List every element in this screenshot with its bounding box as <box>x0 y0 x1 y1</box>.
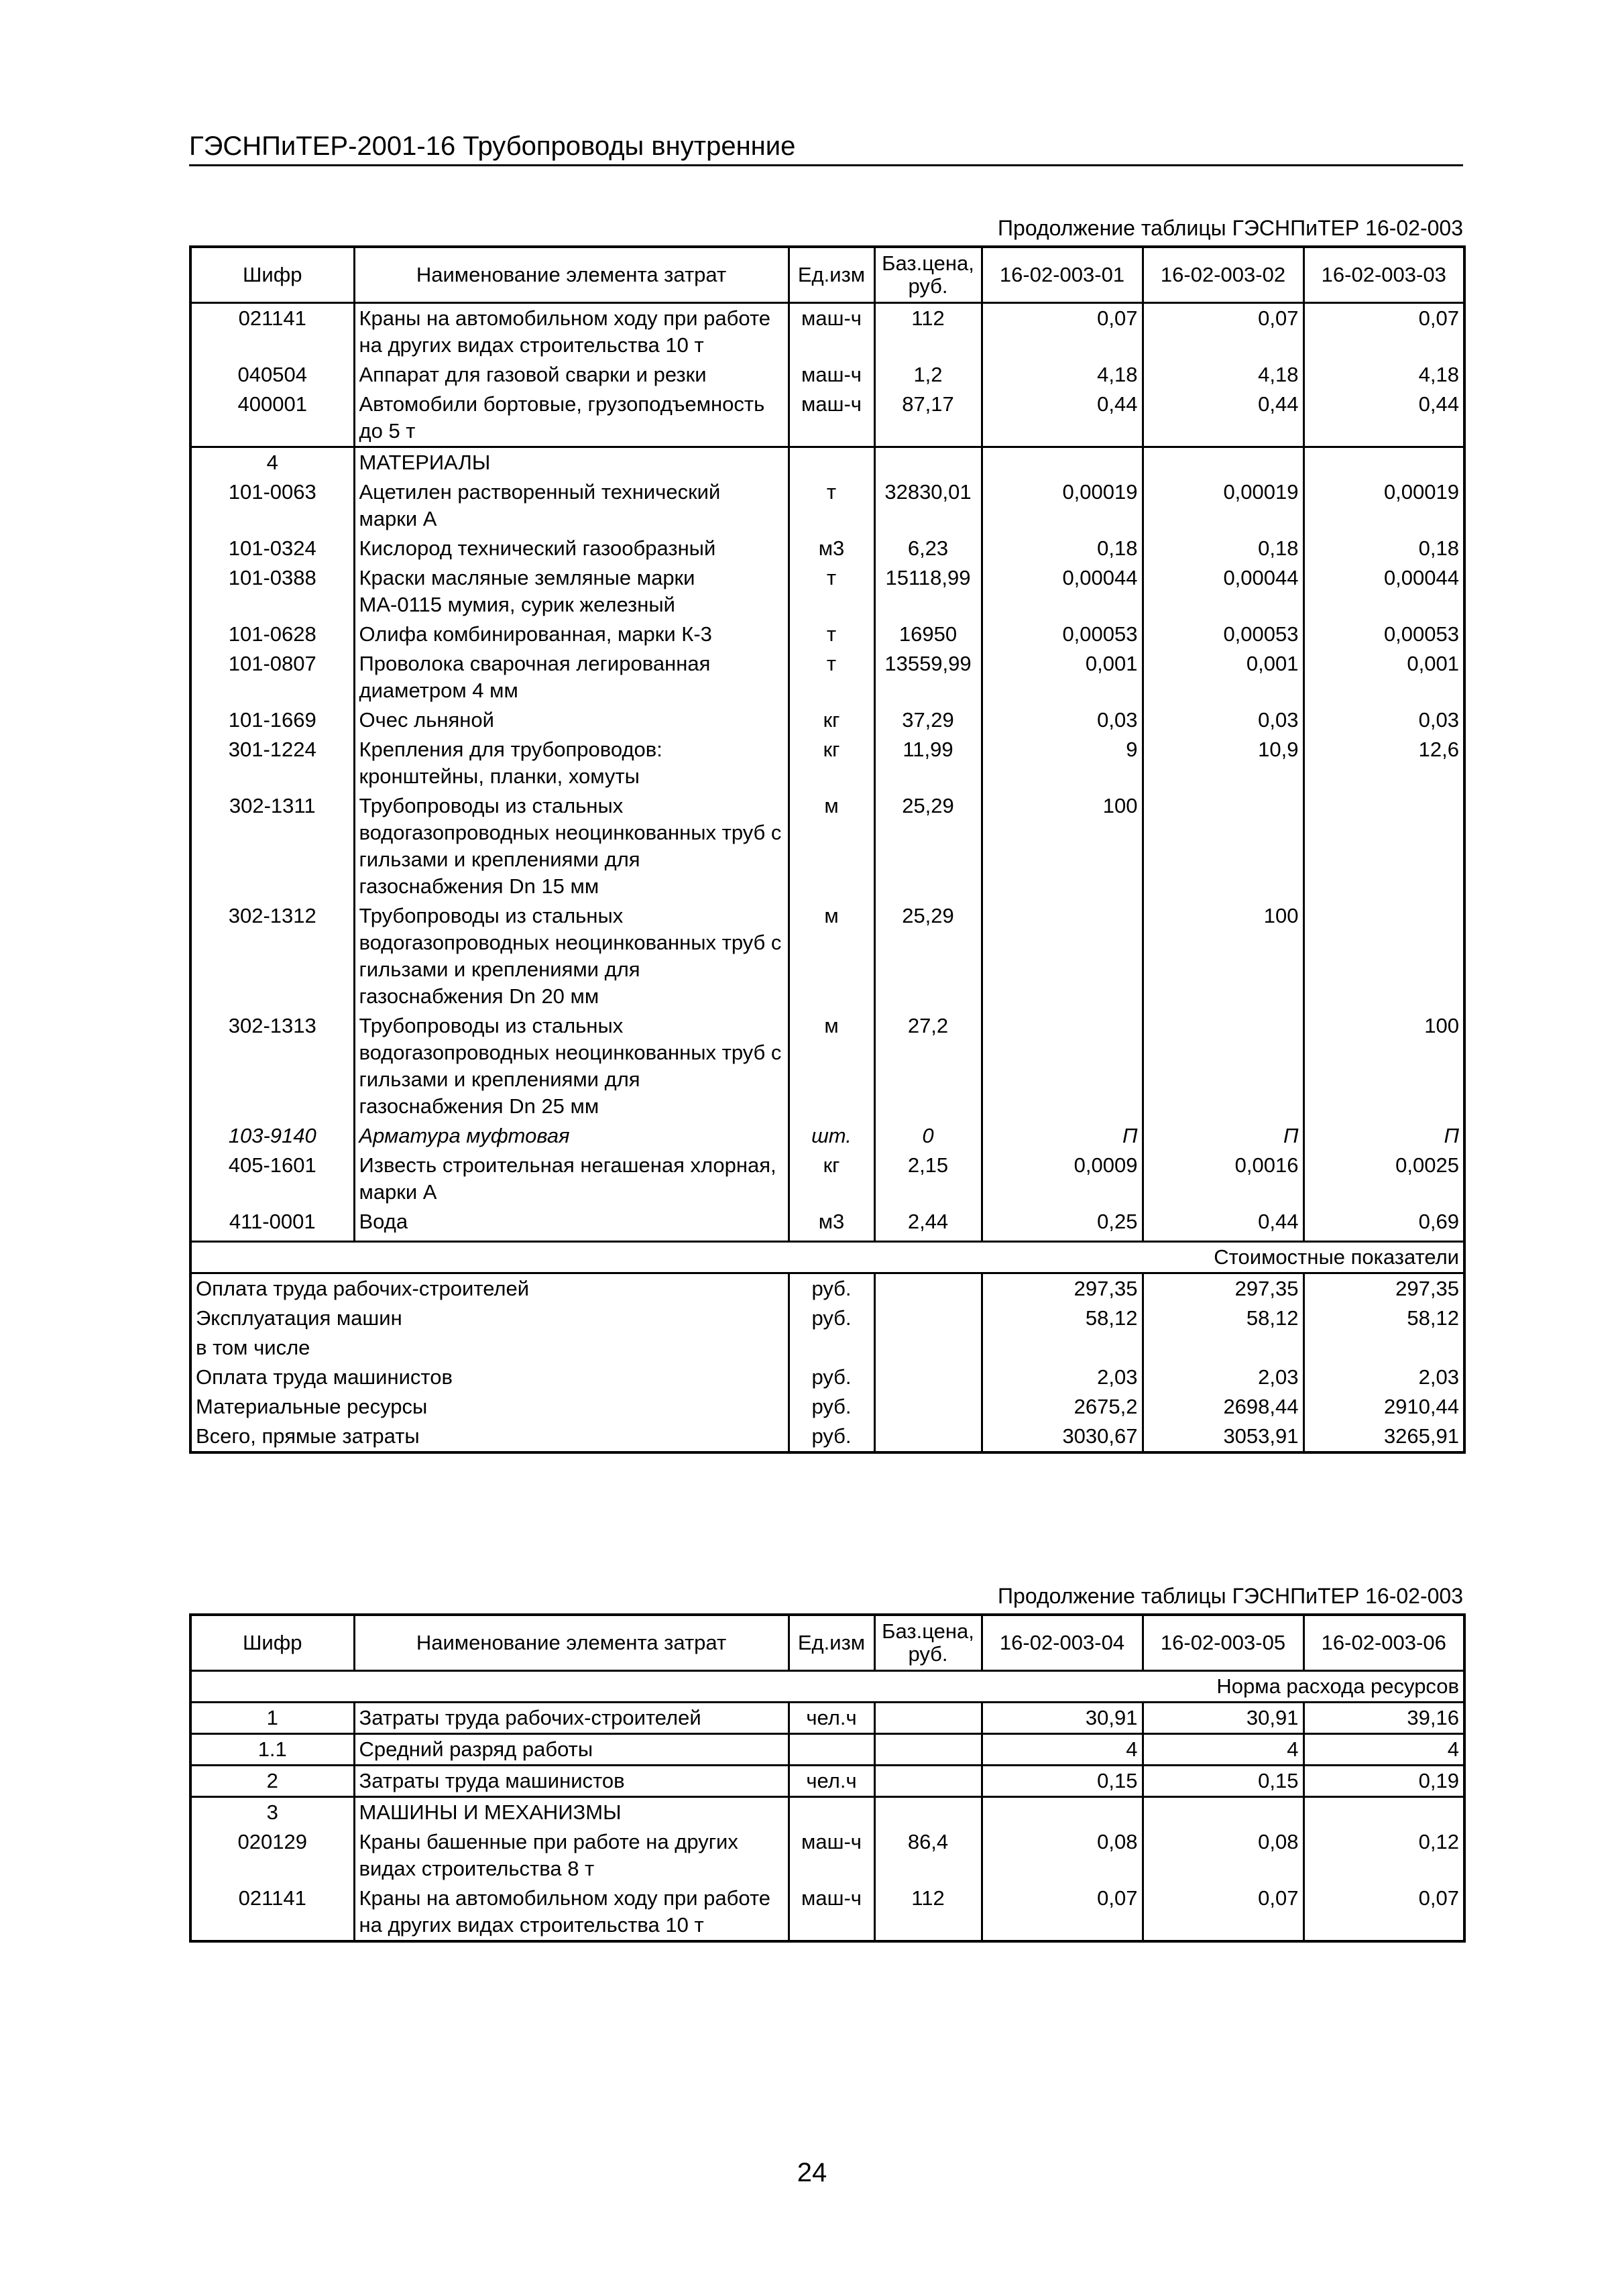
name-cell: Ацетилен растворенный технический марки А <box>354 477 789 534</box>
table-row <box>190 1011 1464 1121</box>
name-cell: Известь строительная негашеная хлорная, марки А <box>354 1151 789 1207</box>
name-cell: Автомобили бортовые, грузоподъемность до 5 т <box>354 390 789 447</box>
code-cell: 302-1313 <box>190 1011 354 1121</box>
empty-cell <box>789 1797 874 1828</box>
value-cell: 0,00019 <box>982 477 1143 534</box>
code-cell: 101-0807 <box>190 649 354 705</box>
value-cell <box>1143 1011 1303 1121</box>
price-cell <box>874 1766 982 1797</box>
price-cell <box>874 1273 982 1304</box>
value-cell: 0,0016 <box>1143 1151 1303 1207</box>
value-cell: 4,18 <box>1143 360 1303 390</box>
code-cell: 302-1312 <box>190 901 354 1011</box>
table-row <box>190 1207 1464 1237</box>
value-cell: 0,0009 <box>982 1151 1143 1207</box>
value-cell: 2,03 <box>982 1363 1143 1392</box>
unit-cell: т <box>789 477 874 534</box>
section-title: МАТЕРИАЛЫ <box>354 447 789 478</box>
cost-label: Материальные ресурсы <box>190 1392 789 1422</box>
value-cell: 0,07 <box>982 1884 1143 1941</box>
cost-row <box>190 1363 1464 1392</box>
value-cell: 2,03 <box>1303 1363 1464 1392</box>
unit-cell: т <box>789 620 874 649</box>
resource-table-2 <box>189 1613 1466 1943</box>
col-v1: 16-02-003-01 <box>982 247 1143 303</box>
value-cell: 3265,91 <box>1303 1422 1464 1452</box>
price-cell <box>874 1422 982 1452</box>
unit-cell: маш-ч <box>789 1884 874 1941</box>
unit-cell: кг <box>789 735 874 791</box>
value-cell: 58,12 <box>1303 1304 1464 1333</box>
value-cell: 0,03 <box>1303 705 1464 735</box>
name-cell: Крепления для трубопроводов: кронштейны, планки, хомуты <box>354 735 789 791</box>
value-cell: 0,00053 <box>1143 620 1303 649</box>
price-cell <box>874 1392 982 1422</box>
empty-cell <box>874 1797 982 1828</box>
value-cell <box>982 901 1143 1011</box>
value-cell: 4,18 <box>982 360 1143 390</box>
value-cell <box>982 1333 1143 1363</box>
value-cell: 0,0025 <box>1303 1151 1464 1207</box>
price-cell: 25,29 <box>874 791 982 901</box>
table-row <box>190 1827 1464 1884</box>
cost-label: Оплата труда рабочих-строителей <box>190 1273 789 1304</box>
price-cell: 1,2 <box>874 360 982 390</box>
name-cell: Очес льняной <box>354 705 789 735</box>
value-cell: 297,35 <box>1143 1273 1303 1304</box>
value-cell: 297,35 <box>1303 1273 1464 1304</box>
name-cell: Вода <box>354 1207 789 1237</box>
value-cell: 0,00019 <box>1303 477 1464 534</box>
value-cell: 0,25 <box>982 1207 1143 1237</box>
name-cell: Аппарат для газовой сварки и резки <box>354 360 789 390</box>
name-cell: Краны на автомобильном ходу при работе на других видах строительства 10 т <box>354 303 789 361</box>
code-cell: 101-1669 <box>190 705 354 735</box>
value-cell <box>1143 1333 1303 1363</box>
col-unit: Ед.изм <box>789 247 874 303</box>
value-cell: 0,44 <box>1143 390 1303 447</box>
code-cell: 040504 <box>190 360 354 390</box>
value-cell: 2,03 <box>1143 1363 1303 1392</box>
unit-cell <box>789 1734 874 1766</box>
empty-cell <box>789 1237 874 1242</box>
value-cell: 0,00044 <box>982 563 1143 620</box>
value-cell: 2910,44 <box>1303 1392 1464 1422</box>
value-cell: 0,69 <box>1303 1207 1464 1237</box>
code-cell: 021141 <box>190 303 354 361</box>
value-cell: 0,15 <box>1143 1766 1303 1797</box>
value-cell: 3053,91 <box>1143 1422 1303 1452</box>
table-row <box>190 477 1464 534</box>
value-cell: 9 <box>982 735 1143 791</box>
value-cell: 0,18 <box>1143 534 1303 563</box>
value-cell <box>1303 901 1464 1011</box>
value-cell: 4 <box>1143 1734 1303 1766</box>
price-cell <box>874 1304 982 1333</box>
name-cell: Средний разряд работы <box>354 1734 789 1766</box>
value-cell: 0,00044 <box>1303 563 1464 620</box>
col-code: Шифр <box>190 1615 354 1671</box>
resource-table-1 <box>189 245 1466 1454</box>
code-cell: 302-1311 <box>190 791 354 901</box>
value-cell: 30,91 <box>982 1703 1143 1734</box>
unit-cell: чел.ч <box>789 1703 874 1734</box>
code-cell: 101-0324 <box>190 534 354 563</box>
value-cell: 0,07 <box>1143 1884 1303 1941</box>
empty-cell <box>1143 1237 1303 1242</box>
value-cell: 0,12 <box>1303 1827 1464 1884</box>
value-cell: 0,07 <box>1303 1884 1464 1941</box>
price-cell: 11,99 <box>874 735 982 791</box>
unit-cell: м <box>789 901 874 1011</box>
unit-cell: маш-ч <box>789 1827 874 1884</box>
table-row <box>190 649 1464 705</box>
table-row <box>190 534 1464 563</box>
table-row <box>190 1121 1464 1151</box>
code-cell: 103-9140 <box>190 1121 354 1151</box>
price-cell: 0 <box>874 1121 982 1151</box>
col-v1: 16-02-003-04 <box>982 1615 1143 1671</box>
value-cell: 0,00053 <box>982 620 1143 649</box>
value-cell: 0,001 <box>1143 649 1303 705</box>
value-cell: 12,6 <box>1303 735 1464 791</box>
cost-label: в том числе <box>190 1333 789 1363</box>
unit-cell: руб. <box>789 1422 874 1452</box>
value-cell: П <box>1143 1121 1303 1151</box>
value-cell: 30,91 <box>1143 1703 1303 1734</box>
unit-cell: шт. <box>789 1121 874 1151</box>
value-cell: 0,44 <box>1303 390 1464 447</box>
unit-cell: м <box>789 791 874 901</box>
price-cell: 87,17 <box>874 390 982 447</box>
cost-row <box>190 1392 1464 1422</box>
value-cell: 0,18 <box>982 534 1143 563</box>
unit-cell: маш-ч <box>789 303 874 361</box>
code-cell: 020129 <box>190 1827 354 1884</box>
section-row <box>190 1797 1464 1828</box>
value-cell <box>982 1011 1143 1121</box>
cost-row <box>190 1333 1464 1363</box>
value-cell <box>1303 791 1464 901</box>
name-cell: Трубопроводы из стальных водогазопроводных неоцинкованных труб с гильзами и креплениями для газоснабжения Dn 25 мм <box>354 1011 789 1121</box>
empty-cell <box>982 1237 1143 1242</box>
value-cell: 4 <box>982 1734 1143 1766</box>
value-cell: 0,00044 <box>1143 563 1303 620</box>
value-cell: 0,19 <box>1303 1766 1464 1797</box>
table-row <box>190 563 1464 620</box>
table-row <box>190 705 1464 735</box>
table-row <box>190 1151 1464 1207</box>
table2-header-row <box>190 1615 1464 1671</box>
empty-cell <box>874 447 982 478</box>
section-row <box>190 447 1464 478</box>
col-v2: 16-02-003-05 <box>1143 1615 1303 1671</box>
value-cell: 0,001 <box>982 649 1143 705</box>
unit-cell: маш-ч <box>789 390 874 447</box>
col-name: Наименование элемента затрат <box>354 1615 789 1671</box>
value-cell: 100 <box>982 791 1143 901</box>
price-cell: 2,44 <box>874 1207 982 1237</box>
unit-cell: кг <box>789 705 874 735</box>
value-cell: 0,15 <box>982 1766 1143 1797</box>
unit-cell: т <box>789 563 874 620</box>
spacer-row <box>190 1237 1464 1242</box>
value-cell: П <box>982 1121 1143 1151</box>
unit-cell: руб. <box>789 1304 874 1333</box>
value-cell: 0,18 <box>1303 534 1464 563</box>
unit-cell: руб. <box>789 1273 874 1304</box>
value-cell: 0,07 <box>982 303 1143 361</box>
value-cell: 100 <box>1303 1011 1464 1121</box>
price-cell: 15118,99 <box>874 563 982 620</box>
price-cell <box>874 1734 982 1766</box>
code-cell: 1.1 <box>190 1734 354 1766</box>
code-cell: 301-1224 <box>190 735 354 791</box>
code-cell: 101-0063 <box>190 477 354 534</box>
name-cell: Олифа комбинированная, марки К-3 <box>354 620 789 649</box>
value-cell: 2698,44 <box>1143 1392 1303 1422</box>
value-cell <box>1303 1333 1464 1363</box>
price-cell: 112 <box>874 303 982 361</box>
empty-cell <box>1143 1797 1303 1828</box>
unit-cell: кг <box>789 1151 874 1207</box>
value-cell <box>1143 791 1303 901</box>
name-cell: Краски масляные земляные марки МА-0115 мумия, сурик железный <box>354 563 789 620</box>
name-cell: Трубопроводы из стальных водогазопроводных неоцинкованных труб с гильзами и креплениями для газоснабжения Dn 15 мм <box>354 791 789 901</box>
table2-caption: Продолжение таблицы ГЭСНПиТЕР 16-02-003 <box>998 1584 1463 1608</box>
col-code: Шифр <box>190 247 354 303</box>
col-price: Баз.цена, руб. <box>874 247 982 303</box>
table-row <box>190 1734 1464 1766</box>
code-cell: 405-1601 <box>190 1151 354 1207</box>
price-cell: 27,2 <box>874 1011 982 1121</box>
value-cell: 297,35 <box>982 1273 1143 1304</box>
empty-cell <box>1303 447 1464 478</box>
table-row <box>190 620 1464 649</box>
section-code: 4 <box>190 447 354 478</box>
unit-cell: т <box>789 649 874 705</box>
unit-cell: руб. <box>789 1363 874 1392</box>
page-number: 24 <box>797 2158 827 2187</box>
code-cell: 400001 <box>190 390 354 447</box>
norm-band <box>190 1671 1464 1703</box>
price-cell <box>874 1333 982 1363</box>
value-cell: 0,03 <box>982 705 1143 735</box>
code-cell: 1 <box>190 1703 354 1734</box>
code-cell: 101-0628 <box>190 620 354 649</box>
table-row <box>190 1884 1464 1941</box>
price-cell: 25,29 <box>874 901 982 1011</box>
col-price: Баз.цена, руб. <box>874 1615 982 1671</box>
unit-cell: м <box>789 1011 874 1121</box>
page-header: ГЭСНПиТЕР-2001-16 Трубопроводы внутренние <box>189 131 1463 166</box>
cost-label: Эксплуатация машин <box>190 1304 789 1333</box>
value-cell: 4 <box>1303 1734 1464 1766</box>
value-cell: 100 <box>1143 901 1303 1011</box>
name-cell: Краны на автомобильном ходу при работе на других видах строительства 10 т <box>354 1884 789 1941</box>
col-v3: 16-02-003-06 <box>1303 1615 1464 1671</box>
value-cell: 2675,2 <box>982 1392 1143 1422</box>
price-cell: 13559,99 <box>874 649 982 705</box>
name-cell: Кислород технический газообразный <box>354 534 789 563</box>
table-row <box>190 1766 1464 1797</box>
name-cell: Проволока сварочная легированная диаметром 4 мм <box>354 649 789 705</box>
value-cell: 0,07 <box>1143 303 1303 361</box>
value-cell: 58,12 <box>982 1304 1143 1333</box>
value-cell: 0,00019 <box>1143 477 1303 534</box>
code-cell: 021141 <box>190 1884 354 1941</box>
empty-cell <box>982 1797 1143 1828</box>
cost-row <box>190 1273 1464 1304</box>
table1-caption: Продолжение таблицы ГЭСНПиТЕР 16-02-003 <box>998 216 1463 240</box>
empty-cell <box>874 1237 982 1242</box>
empty-cell <box>1303 1237 1464 1242</box>
section-code: 3 <box>190 1797 354 1828</box>
col-v2: 16-02-003-02 <box>1143 247 1303 303</box>
unit-cell <box>789 1333 874 1363</box>
price-cell <box>874 1363 982 1392</box>
value-cell: 0,44 <box>1143 1207 1303 1237</box>
empty-cell <box>982 447 1143 478</box>
value-cell: 0,44 <box>982 390 1143 447</box>
code-cell: 2 <box>190 1766 354 1797</box>
value-cell: 0,03 <box>1143 705 1303 735</box>
price-cell: 2,15 <box>874 1151 982 1207</box>
unit-cell: маш-ч <box>789 360 874 390</box>
unit-cell: руб. <box>789 1392 874 1422</box>
table-row <box>190 390 1464 447</box>
name-cell: Трубопроводы из стальных водогазопроводных неоцинкованных труб с гильзами и креплениями для газоснабжения Dn 20 мм <box>354 901 789 1011</box>
name-cell: Краны башенные при работе на других видах строительства 8 т <box>354 1827 789 1884</box>
band-label: Стоимостные показатели <box>190 1242 1464 1273</box>
price-cell: 86,4 <box>874 1827 982 1884</box>
name-cell: Арматура муфтовая <box>354 1121 789 1151</box>
value-cell: 10,9 <box>1143 735 1303 791</box>
price-cell <box>874 1703 982 1734</box>
table-row <box>190 1703 1464 1734</box>
name-cell: Затраты труда машинистов <box>354 1766 789 1797</box>
section-title: МАШИНЫ И МЕХАНИЗМЫ <box>354 1797 789 1828</box>
table1-header-row <box>190 247 1464 303</box>
value-cell: 0,08 <box>982 1827 1143 1884</box>
cost-row <box>190 1304 1464 1333</box>
band-label: Норма расхода ресурсов <box>190 1671 1464 1703</box>
price-cell: 37,29 <box>874 705 982 735</box>
code-cell: 411-0001 <box>190 1207 354 1237</box>
value-cell: 0,08 <box>1143 1827 1303 1884</box>
value-cell: 39,16 <box>1303 1703 1464 1734</box>
price-cell: 112 <box>874 1884 982 1941</box>
col-name: Наименование элемента затрат <box>354 247 789 303</box>
cost-row <box>190 1422 1464 1452</box>
value-cell: 0,001 <box>1303 649 1464 705</box>
col-v3: 16-02-003-03 <box>1303 247 1464 303</box>
empty-cell <box>190 1237 354 1242</box>
unit-cell: м3 <box>789 534 874 563</box>
unit-cell: м3 <box>789 1207 874 1237</box>
code-cell: 101-0388 <box>190 563 354 620</box>
unit-cell: чел.ч <box>789 1766 874 1797</box>
cost-label: Всего, прямые затраты <box>190 1422 789 1452</box>
empty-cell <box>789 447 874 478</box>
table-row <box>190 303 1464 361</box>
table-row <box>190 360 1464 390</box>
value-cell: 4,18 <box>1303 360 1464 390</box>
table-row <box>190 735 1464 791</box>
empty-cell <box>1143 447 1303 478</box>
price-cell: 6,23 <box>874 534 982 563</box>
value-cell: 0,00053 <box>1303 620 1464 649</box>
value-cell: П <box>1303 1121 1464 1151</box>
empty-cell <box>1303 1797 1464 1828</box>
value-cell: 0,07 <box>1303 303 1464 361</box>
value-cell: 3030,67 <box>982 1422 1143 1452</box>
value-cell: 58,12 <box>1143 1304 1303 1333</box>
col-unit: Ед.изм <box>789 1615 874 1671</box>
price-cell: 32830,01 <box>874 477 982 534</box>
cost-band <box>190 1242 1464 1273</box>
table-row <box>190 791 1464 901</box>
name-cell: Затраты труда рабочих-строителей <box>354 1703 789 1734</box>
price-cell: 16950 <box>874 620 982 649</box>
cost-label: Оплата труда машинистов <box>190 1363 789 1392</box>
empty-cell <box>354 1237 789 1242</box>
table-row <box>190 901 1464 1011</box>
